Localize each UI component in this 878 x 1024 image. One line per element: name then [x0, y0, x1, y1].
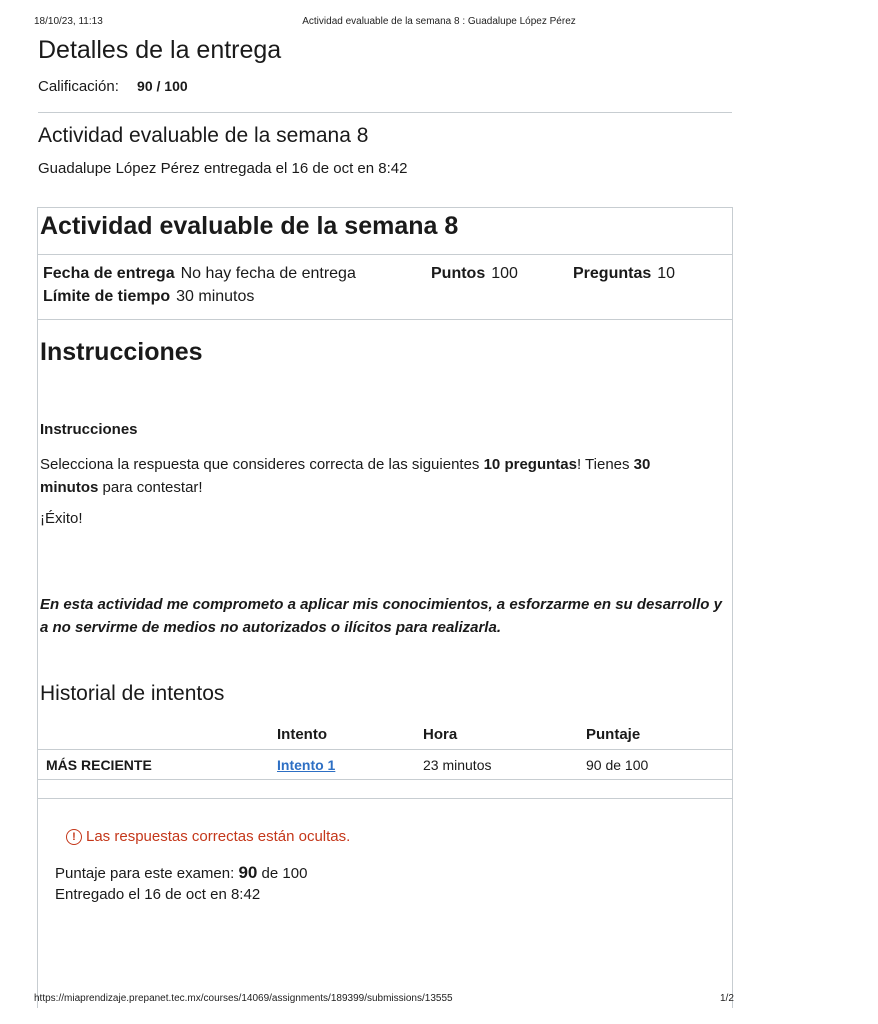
exito-text: ¡Éxito! [40, 510, 83, 527]
page-title: Detalles de la entrega [38, 36, 282, 64]
meta-time [43, 288, 254, 306]
divider [38, 779, 732, 780]
divider [38, 749, 732, 750]
instr-bold: 30 minutos [40, 456, 651, 496]
print-page-number: 1/2 [720, 993, 734, 1004]
score-value: 90 [238, 863, 258, 882]
meta-points-label: Puntos [431, 265, 486, 282]
divider [38, 798, 732, 799]
quiz-title: Actividad evaluable de la semana 8 [40, 212, 459, 240]
score-prefix: Puntaje para este examen: [55, 865, 239, 882]
col-header-time: Hora [423, 726, 458, 743]
warning-icon: ! [66, 829, 82, 845]
attempt-link[interactable]: Intento 1 [277, 757, 336, 773]
instr-bold: 10 preguntas [483, 456, 577, 473]
meta-questions-value: 10 [657, 265, 676, 282]
commitment-text: En esta actividad me comprometo a aplicar mis conocimientos, a esforzarme en su desarrollo y a no servirme de medios no autorizados o ilícitos para realizarla. [40, 596, 722, 636]
row-time: 23 minutos [423, 757, 492, 773]
grade-value: 90 / 100 [137, 78, 188, 94]
history-title: Historial de intentos [40, 682, 225, 705]
instr-part: Selecciona la respuesta que consideres correcta de las siguientes [40, 456, 484, 473]
meta-due-value: No hay fecha de entrega [180, 265, 356, 282]
submitted-by: Guadalupe López Pérez entregada el 16 de oct en 8:42 [38, 160, 408, 177]
meta-due-label: Fecha de entrega [43, 265, 175, 282]
quiz-box [37, 207, 733, 1008]
meta-time-value: 30 minutos [176, 288, 255, 305]
print-date: 18/10/23, 11:13 [34, 16, 103, 27]
grade-row [38, 78, 188, 95]
submitted-cut-line: Entregado el 16 de oct en 8:42 [55, 886, 261, 903]
meta-points [431, 265, 518, 283]
meta-questions [573, 265, 675, 283]
instructions-text [40, 453, 700, 499]
instructions-heading: Instrucciones [40, 338, 203, 366]
instructions-subheading: Instrucciones [40, 421, 138, 438]
col-header-score: Puntaje [586, 726, 641, 743]
col-header-attempt: Intento [277, 726, 327, 743]
print-url: https://miaprendizaje.prepanet.tec.mx/courses/14069/assignments/189399/submissions/13555 [34, 993, 453, 1004]
exam-score [55, 863, 307, 883]
grade-label: Calificación: [38, 78, 119, 95]
print-doc-title: Actividad evaluable de la semana 8 : Guadalupe López Pérez [302, 16, 576, 27]
hidden-answers-note [66, 828, 350, 845]
print-header [0, 16, 768, 30]
meta-questions-label: Preguntas [573, 265, 652, 282]
divider [38, 319, 732, 320]
instr-part: para contestar! [98, 479, 203, 496]
divider [38, 112, 732, 113]
row-score: 90 de 100 [586, 757, 649, 773]
meta-due [43, 265, 356, 283]
submission-title: Actividad evaluable de la semana 8 [38, 124, 369, 147]
attempt-link-cell [277, 757, 335, 773]
row-label: MÁS RECIENTE [46, 757, 152, 773]
instr-part: ! Tienes [576, 456, 634, 473]
hidden-answers-text: Las respuestas correctas están ocultas. [86, 828, 351, 845]
meta-time-label: Límite de tiempo [43, 288, 171, 305]
meta-points-value: 100 [491, 265, 518, 282]
divider [38, 254, 732, 255]
score-suffix: de 100 [257, 865, 308, 882]
